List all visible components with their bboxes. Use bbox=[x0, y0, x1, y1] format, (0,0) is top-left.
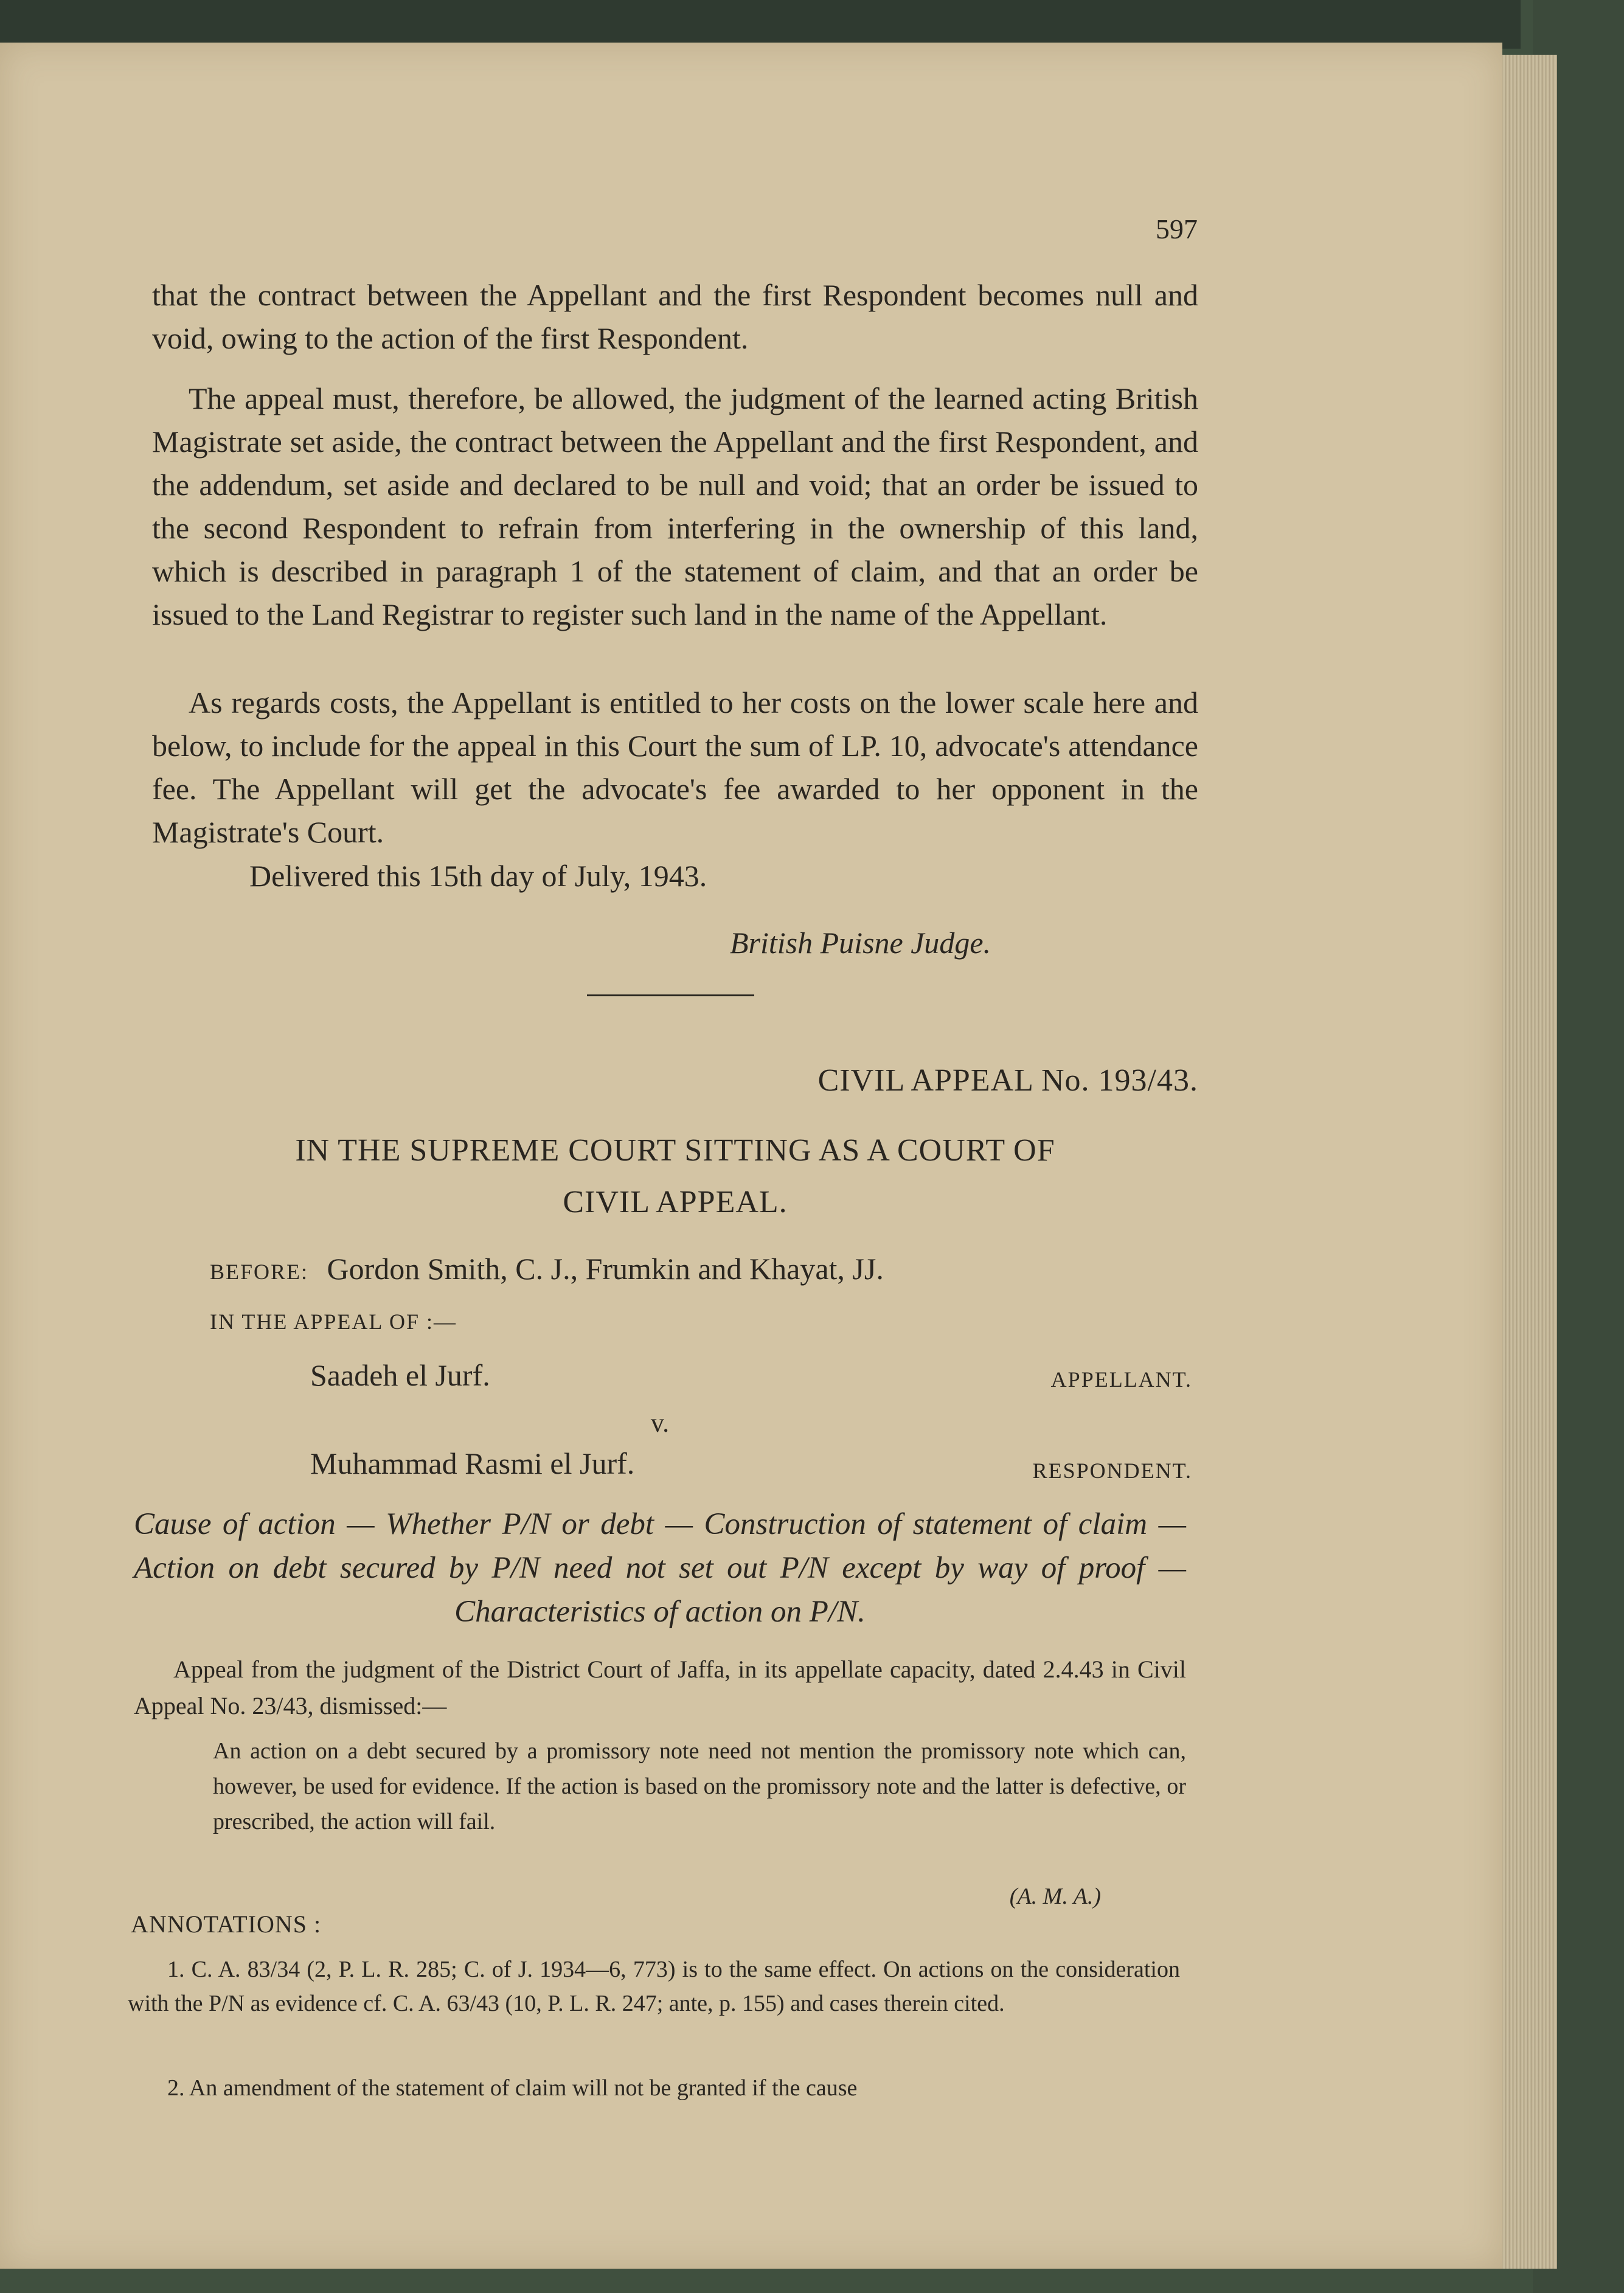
court-heading-line-1: IN THE SUPREME COURT SITTING AS A COURT OF bbox=[295, 1133, 1055, 1168]
respondent-name: Muhammad Rasmi el Jurf. bbox=[310, 1446, 635, 1480]
delivered-line: Delivered this 15th day of July, 1943. bbox=[249, 859, 707, 893]
appellant-name: Saadeh el Jurf. bbox=[310, 1358, 490, 1392]
paragraph-costs: As regards costs, the Appellant is entitled to her costs on the lower scale here and below, to include for the appeal in this Court the sum of LP. 10, advocate's attendance fee. The Appellant will get the advocate's fee awarded to her opponent in the Magistrate's Court. bbox=[152, 685, 1198, 849]
section-divider bbox=[587, 994, 754, 996]
annotation-1: 1. C. A. 83/34 (2, P. L. R. 285; C. of J. 1934—6, 773) is to the same effect. On actions on the consideration with the P/N as evidence cf. C. A. 63/43 (10, P. L. R. 247; ante, p. 155) and cases therein cited. bbox=[128, 1957, 1180, 2016]
judge-signature: British Puisne Judge. bbox=[730, 926, 991, 960]
before-label: BEFORE: bbox=[210, 1260, 309, 1284]
case-number: CIVIL APPEAL No. 193/43. bbox=[817, 1063, 1198, 1098]
case-summary: An action on a debt secured by a promissory note need not mention the promissory note which can, however, be used for evidence. If the action is based on the promissory note and the latter is defective, or prescribed, the action will fail. bbox=[213, 1738, 1186, 1834]
paragraph-continuation: that the contract between the Appellant and the first Respondent becomes null and void, owing to the action of the first Respondent. bbox=[152, 278, 1198, 355]
appeal-of-label: IN THE APPEAL OF :— bbox=[210, 1310, 457, 1334]
bench-judges: Gordon Smith, C. J., Frumkin and Khayat, JJ. bbox=[327, 1252, 884, 1286]
court-heading-line-2: CIVIL APPEAL. bbox=[563, 1185, 788, 1219]
top-shadow bbox=[0, 0, 1521, 49]
paragraph-judgment: The appeal must, therefore, be allowed, the judgment of the learned acting British Magistrate set aside, the contract between the Appellant and the first Respondent, and the addendum, set aside and declared to be null and void; that an order be issued to the second Respondent to refrain from interfering in the ownership of this land, which is described in paragraph 1 of the statement of claim, and that an order be issued to the Land Registrar to register such land in the name of the Appellant. bbox=[152, 381, 1198, 631]
page-number: 597 bbox=[1156, 213, 1198, 245]
body-paragraph-1 bbox=[152, 274, 1198, 360]
appellant-label: APPELLANT. bbox=[1050, 1367, 1192, 1392]
bench-line bbox=[210, 1247, 1183, 1294]
body-paragraph-3 bbox=[152, 681, 1198, 854]
appeal-from: Appeal from the judgment of the District Court of Jaffa, in its appellate capacity, dated 2.4.43 in Civil Appeal No. 23/43, dismissed:— bbox=[134, 1656, 1186, 1719]
headnote: Cause of action — Whether P/N or debt — Construction of statement of claim — Action on debt secured by P/N need not set out P/N except by way of proof — Characteristics of action on P/N. bbox=[134, 1507, 1186, 1629]
page bbox=[0, 43, 1502, 2269]
annotation-2: 2. An amendment of the statement of claim will not be granted if the cause bbox=[167, 2075, 858, 2101]
initials: (A. M. A.) bbox=[1009, 1884, 1101, 1909]
annotations-label: ANNOTATIONS : bbox=[131, 1910, 322, 1938]
versus: v. bbox=[650, 1408, 670, 1438]
respondent-label: RESPONDENT. bbox=[1032, 1459, 1192, 1483]
body-paragraph-2 bbox=[152, 377, 1198, 636]
